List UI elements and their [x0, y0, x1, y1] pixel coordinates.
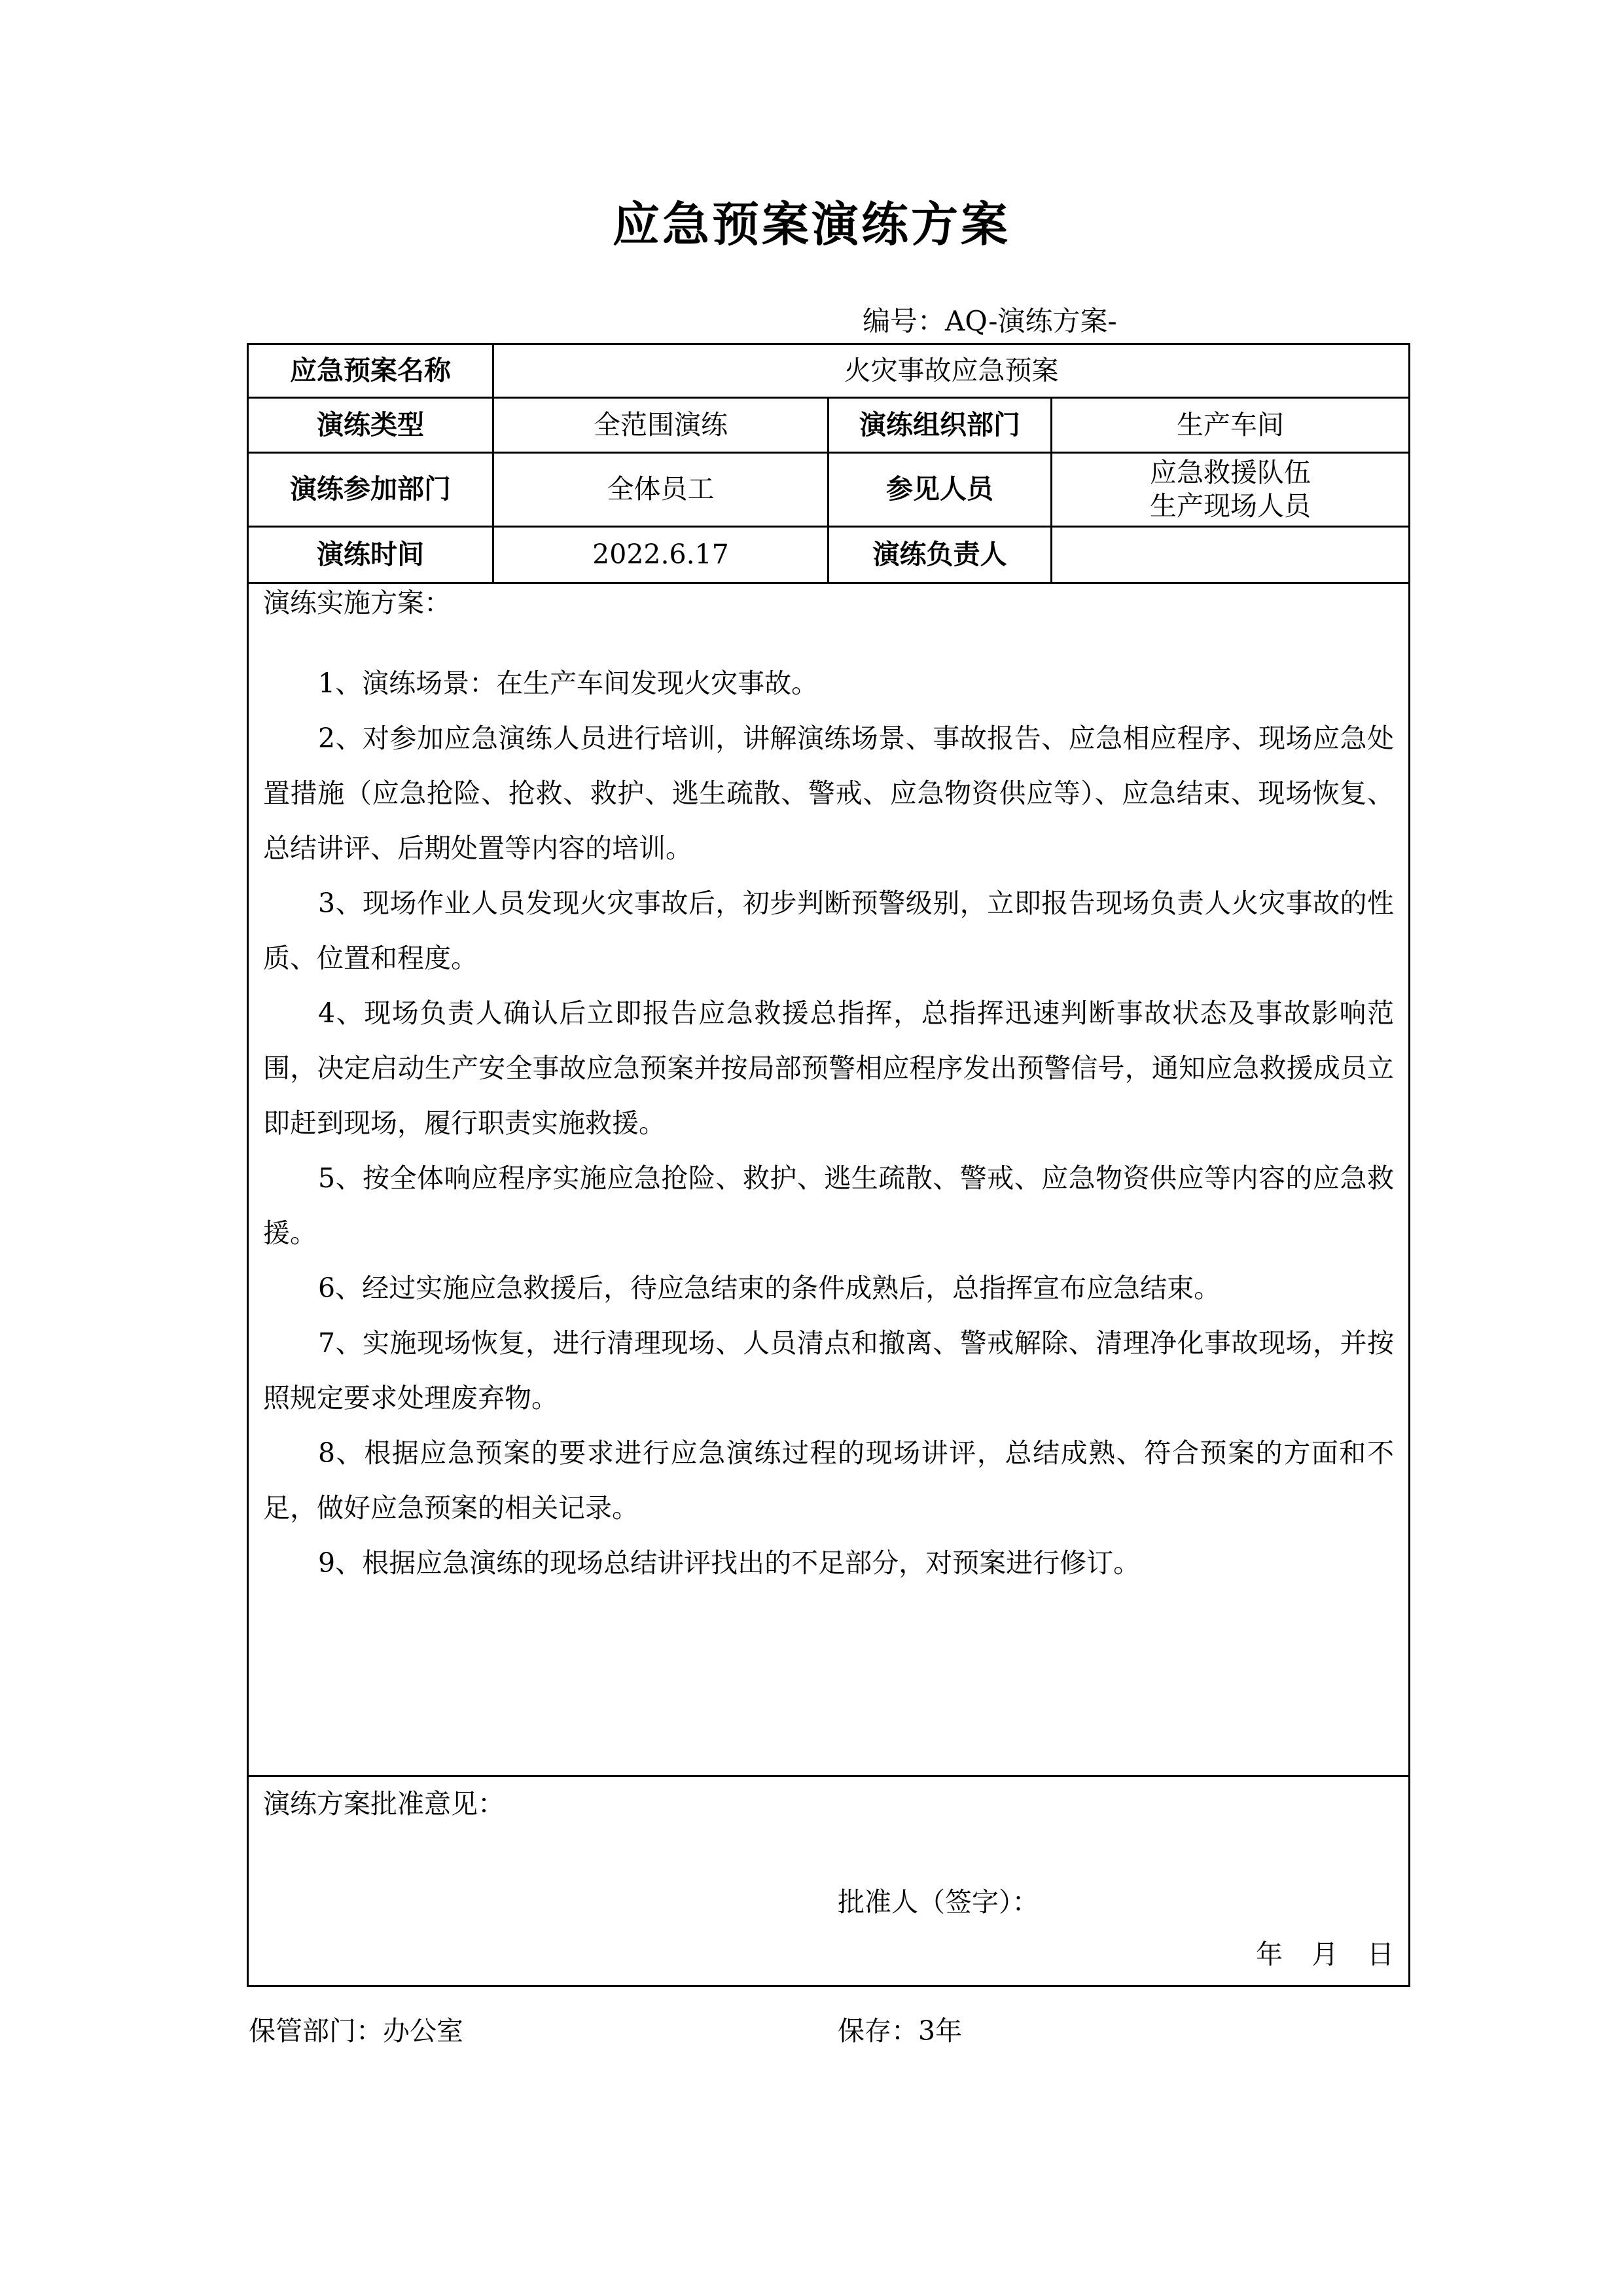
implementation-item: 5、按全体响应程序实施应急抢险、救护、逃生疏散、警戒、应急物资供应等内容的应急救援。: [263, 1162, 1395, 1249]
participating-dept-value: 全体员工: [493, 453, 829, 527]
participants-line-2: 生产现场人员: [1150, 490, 1311, 522]
participating-dept-label: 演练参加部门: [248, 453, 493, 527]
form-row-drill-time: [248, 527, 1410, 583]
implementation-item: 6、经过实施应急救援后，待应急结束的条件成熟后，总指挥宣布应急结束。: [318, 1272, 1221, 1304]
responsible-value: [1052, 527, 1410, 583]
document-number: 编号：AQ-演练方案-: [863, 305, 1117, 337]
implementation-section: [248, 583, 1410, 1776]
approval-heading: 演练方案批准意见：: [263, 1788, 505, 1820]
implementation-items: [263, 656, 1394, 1590]
responsible-label: 演练负责人: [829, 527, 1052, 583]
participants-value: [1052, 453, 1410, 527]
drill-time-value: 2022.6.17: [493, 527, 829, 583]
implementation-item: 1、演练场景：在生产车间发现火灾事故。: [318, 668, 819, 699]
implementation-item: 8、根据应急预案的要求进行应急演练过程的现场讲评，总结成熟、符合预案的方面和不足，做好应急预案的相关记录。: [263, 1437, 1395, 1524]
implementation-item: 2、对参加应急演练人员进行培训，讲解演练场景、事故报告、应急相应程序、现场应急处置措施（应急抢险、抢救、救护、逃生疏散、警戒、应急物资供应等）、应急结束、现场恢复、总结讲评、后期处置等内容的培训。: [263, 723, 1395, 864]
approver-signature-label: 批准人（签字）：: [838, 1886, 1039, 1918]
approval-section: [248, 1776, 1410, 1986]
plan-name-value: 火灾事故应急预案: [493, 344, 1410, 398]
implementation-item: 3、现场作业人员发现火灾事故后，初步判断预警级别，立即报告现场负责人火灾事故的性质、位置和程度。: [263, 888, 1395, 974]
implementation-item: 9、根据应急演练的现场总结讲评找出的不足部分，对预案进行修订。: [318, 1547, 1141, 1579]
participants-line-1: 应急救援队伍: [1150, 456, 1311, 488]
implementation-item: 7、实施现场恢复，进行清理现场、人员清点和撤离、警戒解除、清理净化事故现场，并按照规定要求处理废弃物。: [263, 1327, 1395, 1414]
date-day: 日: [1367, 1939, 1395, 1970]
form-row-participants: [248, 453, 1410, 527]
org-dept-label: 演练组织部门: [829, 398, 1052, 453]
drill-time-label: 演练时间: [248, 527, 493, 583]
date-year: 年: [1256, 1939, 1283, 1970]
form-row-drill-type: [248, 398, 1410, 453]
participants-label: 参见人员: [829, 453, 1052, 527]
drill-type-value: 全范围演练: [493, 398, 829, 453]
date-month: 月: [1311, 1939, 1339, 1970]
form-row-plan-name: [248, 344, 1410, 398]
org-dept-value: 生产车间: [1052, 398, 1410, 453]
plan-name-label: 应急预案名称: [248, 344, 493, 398]
form-row-implementation: [248, 583, 1410, 1776]
form-row-approval: [248, 1776, 1410, 1986]
implementation-heading: 演练实施方案：: [263, 587, 451, 619]
document-title: 应急预案演练方案: [612, 196, 1010, 252]
drill-plan-form: [247, 343, 1410, 1987]
implementation-item: 4、现场负责人确认后立即报告应急救援总指挥，总指挥迅速判断事故状态及事故影响范围，决定启动生产安全事故应急预案并按局部预警相应程序发出预警信号，通知应急救援成员立即赶到现场，履行职责实施救援。: [263, 997, 1395, 1139]
drill-type-label: 演练类型: [248, 398, 493, 453]
approval-date: [1227, 1938, 1394, 1971]
retention-period: 保存：3年: [838, 2015, 963, 2047]
custodian-department: 保管部门：办公室: [249, 2015, 463, 2047]
